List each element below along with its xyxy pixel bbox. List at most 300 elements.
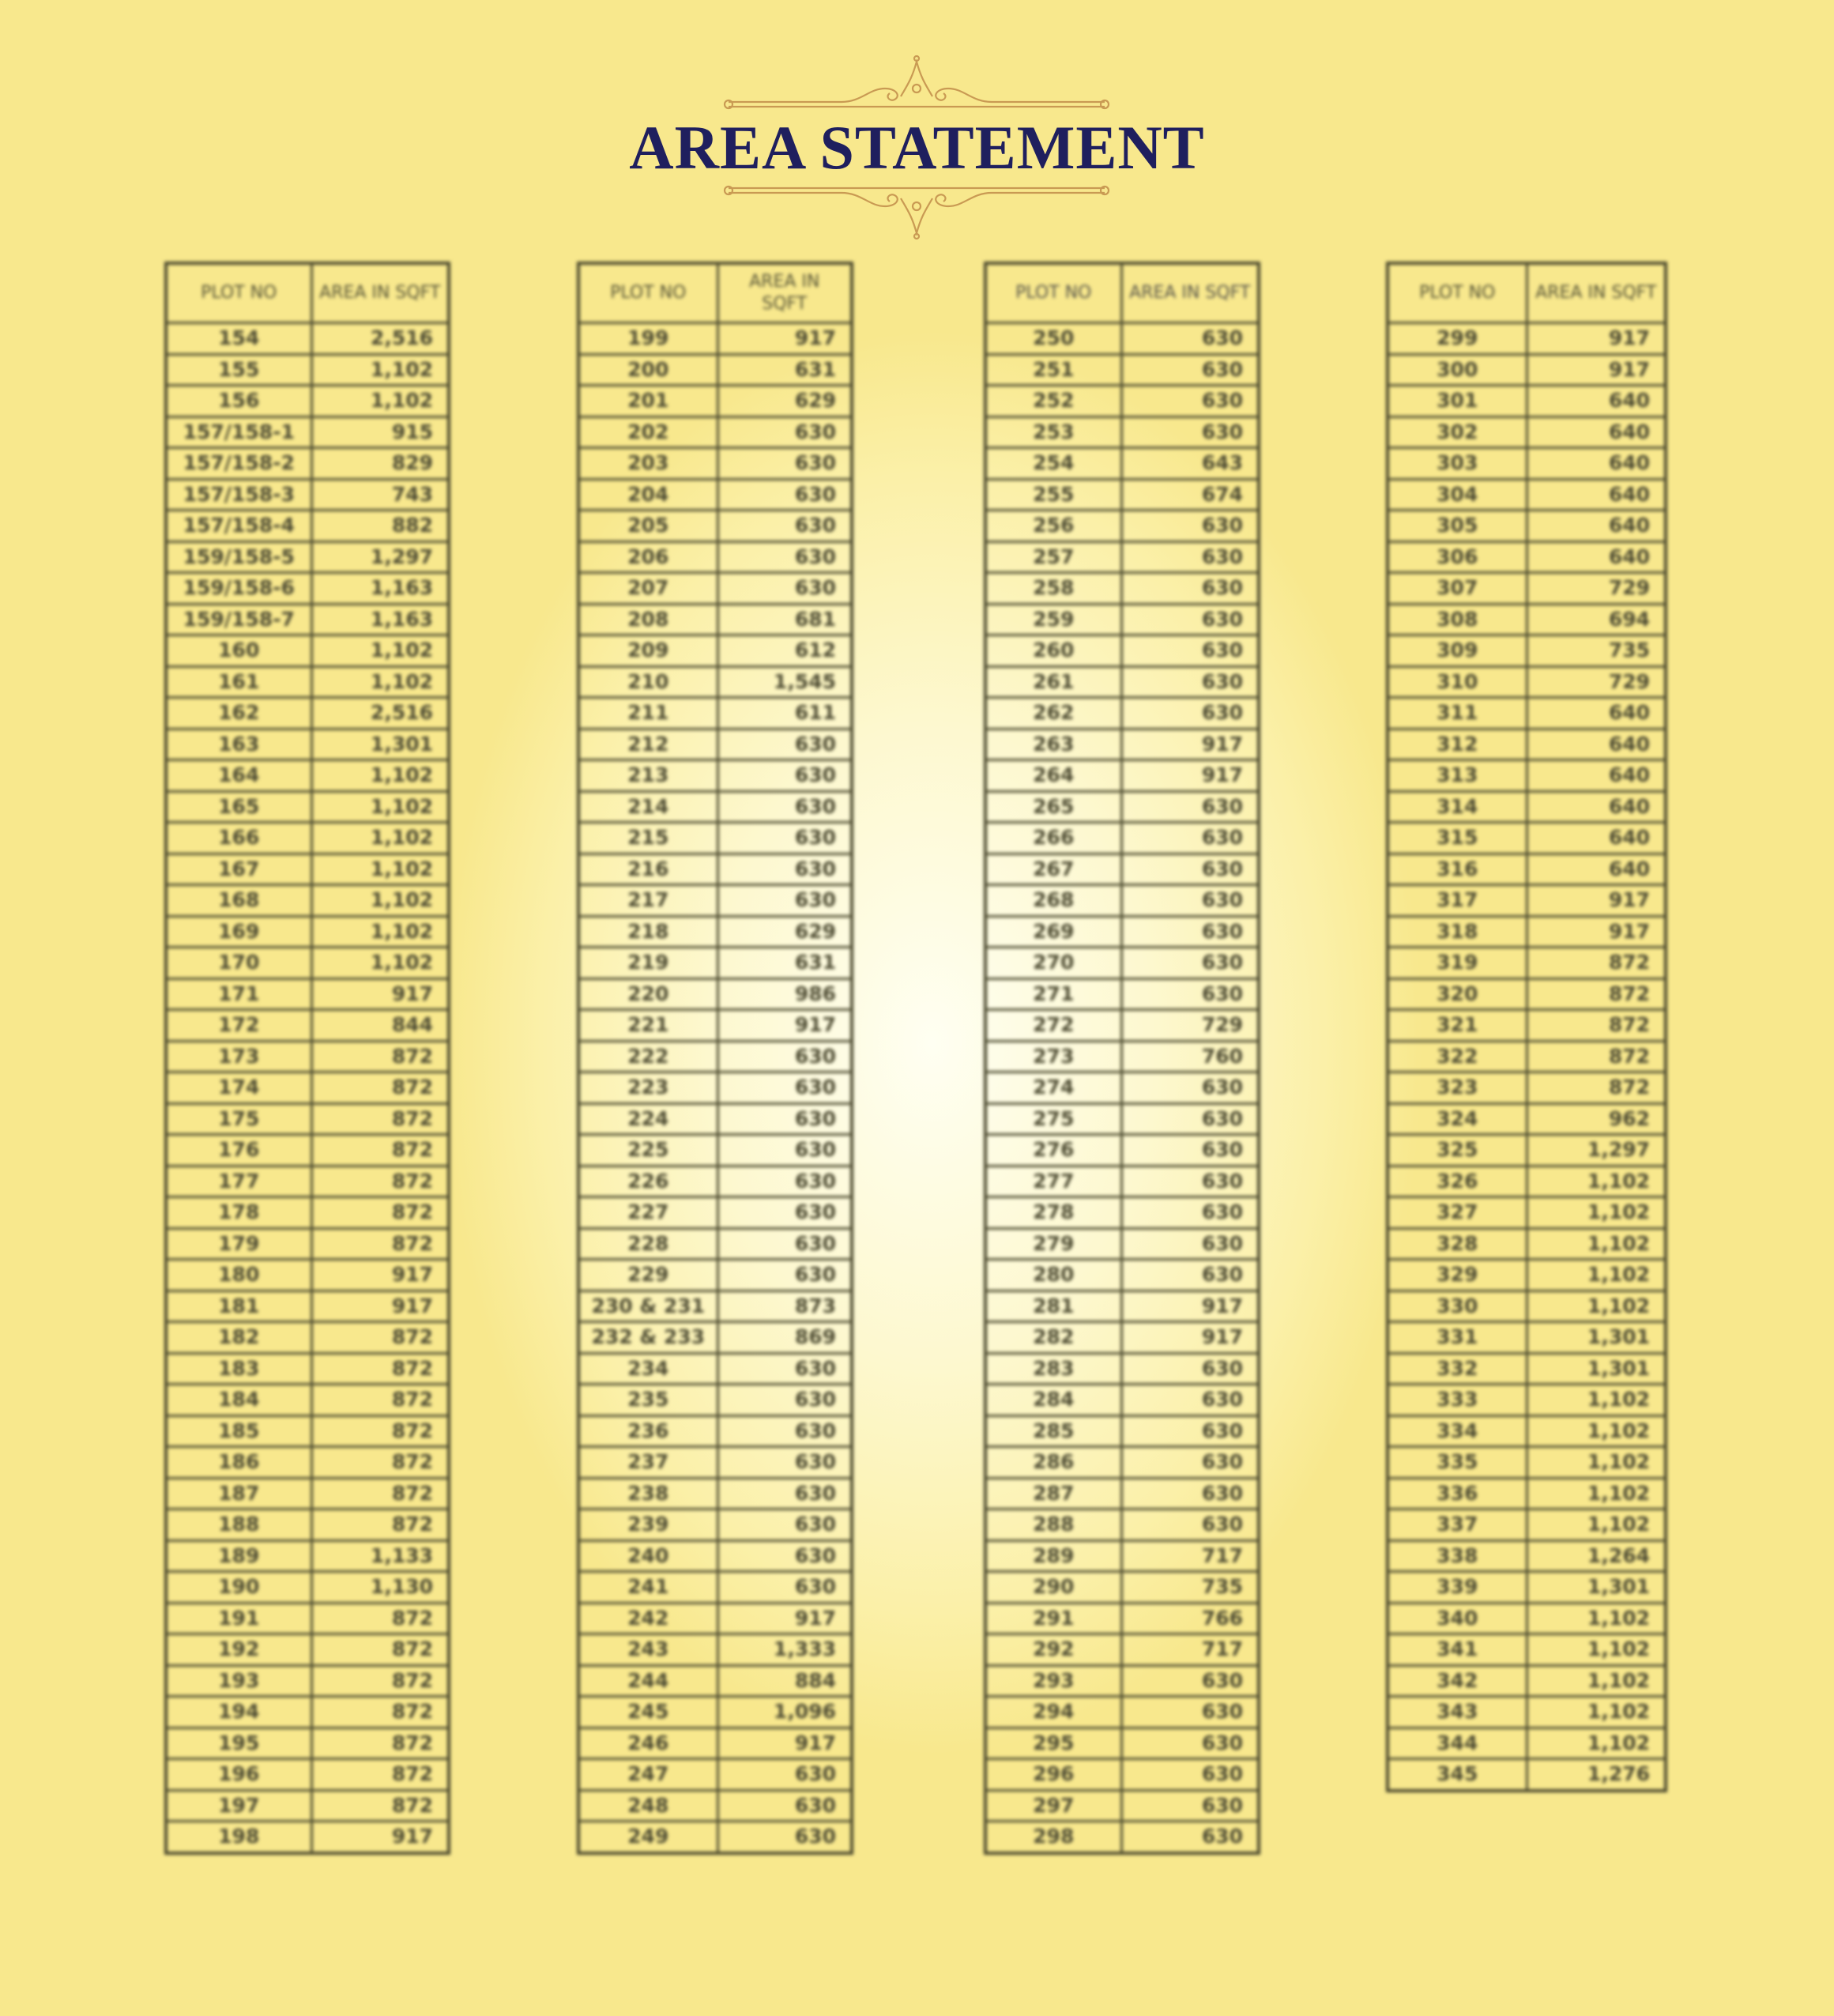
area-cell: 917 — [717, 323, 852, 355]
table-row — [166, 1072, 449, 1104]
table-row — [1388, 323, 1666, 355]
area-cell: 1,102 — [1527, 1728, 1666, 1759]
plot-no-cell: 240 — [578, 1540, 717, 1572]
plot-no-cell: 248 — [578, 1790, 717, 1822]
table-row — [578, 1728, 852, 1759]
area-cell: 872 — [311, 1135, 449, 1166]
area-table-2 — [577, 262, 853, 1855]
plot-no-cell: 263 — [985, 729, 1121, 760]
plot-no-cell: 260 — [985, 635, 1121, 667]
area-cell: 1,102 — [311, 791, 449, 823]
area-cell: 629 — [717, 386, 852, 417]
area-cell: 630 — [717, 885, 852, 917]
plot-no-cell: 330 — [1388, 1291, 1527, 1322]
area-cell: 630 — [717, 1509, 852, 1541]
table-row — [985, 1228, 1259, 1260]
plot-no-cell: 173 — [166, 1041, 311, 1072]
plot-no-cell: 302 — [1388, 416, 1527, 448]
table-row — [985, 479, 1259, 511]
plot-no-cell: 230 & 231 — [578, 1291, 717, 1322]
plot-no-cell: 271 — [985, 978, 1121, 1010]
area-cell: 630 — [1121, 1385, 1259, 1416]
area-cell: 1,096 — [717, 1697, 852, 1728]
plot-no-cell: 310 — [1388, 666, 1527, 698]
plot-no-cell: 290 — [985, 1572, 1121, 1603]
area-cell: 872 — [311, 1603, 449, 1634]
plot-no-cell: 334 — [1388, 1415, 1527, 1447]
area-cell: 917 — [311, 1291, 449, 1322]
plot-no-cell: 292 — [985, 1634, 1121, 1666]
area-cell: 872 — [311, 1447, 449, 1479]
table-row — [1388, 1135, 1666, 1166]
table-row — [985, 1291, 1259, 1322]
table-row — [985, 760, 1259, 792]
plot-no-cell: 165 — [166, 791, 311, 823]
area-cell: 630 — [717, 416, 852, 448]
table-row — [166, 573, 449, 605]
table-row — [166, 666, 449, 698]
plot-no-cell: 237 — [578, 1447, 717, 1479]
plot-no-cell: 342 — [1388, 1665, 1527, 1697]
plot-no-cell: 235 — [578, 1385, 717, 1416]
area-cell: 630 — [1121, 323, 1259, 355]
plot-no-cell: 199 — [578, 323, 717, 355]
area-cell: 872 — [311, 1385, 449, 1416]
table-row — [166, 1478, 449, 1509]
table-row — [578, 541, 852, 573]
table-row — [578, 479, 852, 511]
area-cell: 1,102 — [1527, 1603, 1666, 1634]
area-cell: 872 — [1527, 978, 1666, 1010]
area-cell: 630 — [717, 1385, 852, 1416]
table-row — [985, 1603, 1259, 1634]
table-row — [1388, 386, 1666, 417]
plot-no-cell: 321 — [1388, 1010, 1527, 1042]
area-cell: 872 — [311, 1697, 449, 1728]
plot-no-cell: 344 — [1388, 1728, 1527, 1759]
area-table-1 — [164, 262, 450, 1855]
area-cell: 630 — [717, 1540, 852, 1572]
table-row — [985, 354, 1259, 386]
table-row — [578, 1072, 852, 1104]
table-row — [578, 1634, 852, 1666]
area-cell: 1,163 — [311, 604, 449, 635]
table-row — [578, 698, 852, 729]
plot-no-cell: 204 — [578, 479, 717, 511]
table-row — [166, 1103, 449, 1135]
plot-no-cell: 312 — [1388, 729, 1527, 760]
plot-no-cell: 243 — [578, 1634, 717, 1666]
plot-no-cell: 278 — [985, 1197, 1121, 1229]
area-cell: 630 — [1121, 416, 1259, 448]
area-cell: 1,102 — [1527, 1197, 1666, 1229]
plot-no-cell: 255 — [985, 479, 1121, 511]
table-row — [578, 1665, 852, 1697]
table-row — [578, 448, 852, 480]
plot-no-cell: 268 — [985, 885, 1121, 917]
area-cell: 1,102 — [1527, 1291, 1666, 1322]
plot-no-cell: 225 — [578, 1135, 717, 1166]
plot-no-cell: 288 — [985, 1509, 1121, 1541]
plot-no-cell: 170 — [166, 948, 311, 979]
area-cell: 643 — [1121, 448, 1259, 480]
plot-no-cell: 276 — [985, 1135, 1121, 1166]
area-cell: 872 — [311, 1166, 449, 1197]
table-row — [1388, 1509, 1666, 1541]
plot-no-header: PLOT NO — [1388, 263, 1527, 323]
area-cell: 630 — [1121, 1072, 1259, 1104]
plot-no-cell: 180 — [166, 1260, 311, 1291]
area-cell: 872 — [1527, 1010, 1666, 1042]
table-row — [166, 885, 449, 917]
table-row — [1388, 823, 1666, 854]
area-cell: 630 — [717, 511, 852, 542]
area-cell: 630 — [1121, 1353, 1259, 1385]
plot-no-cell: 264 — [985, 760, 1121, 792]
table-row — [1388, 1260, 1666, 1291]
table-row — [1388, 978, 1666, 1010]
area-cell: 630 — [717, 760, 852, 792]
area-cell: 917 — [1121, 729, 1259, 760]
table-row — [578, 1697, 852, 1728]
area-cell: 630 — [1121, 698, 1259, 729]
plot-no-cell: 286 — [985, 1447, 1121, 1479]
table-row — [166, 1759, 449, 1791]
plot-no-cell: 167 — [166, 854, 311, 885]
table-row — [985, 448, 1259, 480]
table-row — [166, 978, 449, 1010]
table-row — [578, 760, 852, 792]
table-row — [1388, 1478, 1666, 1509]
area-cell: 630 — [1121, 1103, 1259, 1135]
table-row — [578, 1415, 852, 1447]
table-row — [166, 1540, 449, 1572]
area-cell: 640 — [1527, 448, 1666, 480]
table-row — [166, 1228, 449, 1260]
area-cell: 630 — [717, 479, 852, 511]
plot-no-cell: 241 — [578, 1572, 717, 1603]
area-cell: 630 — [1121, 1759, 1259, 1791]
area-cell: 1,102 — [311, 823, 449, 854]
plot-no-cell: 343 — [1388, 1697, 1527, 1728]
plot-no-cell: 223 — [578, 1072, 717, 1104]
plot-no-cell: 341 — [1388, 1634, 1527, 1666]
table-row — [166, 729, 449, 760]
area-cell: 640 — [1527, 511, 1666, 542]
area-cell: 1,301 — [1527, 1572, 1666, 1603]
area-cell: 1,276 — [1527, 1759, 1666, 1791]
plot-no-cell: 157/158-4 — [166, 511, 311, 542]
area-cell: 674 — [1121, 479, 1259, 511]
area-cell: 1,333 — [717, 1634, 852, 1666]
plot-no-cell: 257 — [985, 541, 1121, 573]
table-row — [985, 885, 1259, 917]
plot-no-cell: 247 — [578, 1759, 717, 1791]
area-cell: 717 — [1121, 1634, 1259, 1666]
table-row — [578, 354, 852, 386]
plot-no-cell: 337 — [1388, 1509, 1527, 1541]
area-cell: 630 — [1121, 541, 1259, 573]
plot-no-cell: 214 — [578, 791, 717, 823]
area-cell: 640 — [1527, 823, 1666, 854]
plot-no-cell: 212 — [578, 729, 717, 760]
table-row — [985, 666, 1259, 698]
plot-no-cell: 319 — [1388, 948, 1527, 979]
table-row — [985, 854, 1259, 885]
area-cell: 917 — [1527, 885, 1666, 917]
area-cell: 640 — [1527, 854, 1666, 885]
area-cell: 640 — [1527, 729, 1666, 760]
plot-no-cell: 328 — [1388, 1228, 1527, 1260]
plot-no-cell: 291 — [985, 1603, 1121, 1634]
area-cell: 1,102 — [311, 885, 449, 917]
area-cell: 629 — [717, 916, 852, 948]
table-row — [1388, 1697, 1666, 1728]
area-cell: 1,301 — [311, 729, 449, 760]
area-cell: 640 — [1527, 386, 1666, 417]
table-row — [166, 1291, 449, 1322]
area-cell: 915 — [311, 416, 449, 448]
plot-no-cell: 159/158-7 — [166, 604, 311, 635]
plot-no-cell: 197 — [166, 1790, 311, 1822]
page-header — [0, 47, 1834, 253]
area-table — [164, 262, 450, 1855]
table-row — [166, 948, 449, 979]
area-cell: 1,102 — [1527, 1228, 1666, 1260]
plot-no-cell: 259 — [985, 604, 1121, 635]
area-cell: 630 — [1121, 1197, 1259, 1229]
plot-no-cell: 313 — [1388, 760, 1527, 792]
area-cell: 872 — [311, 1728, 449, 1759]
plot-no-cell: 232 & 233 — [578, 1322, 717, 1354]
plot-no-cell: 269 — [985, 916, 1121, 948]
table-row — [166, 1665, 449, 1697]
plot-no-cell: 249 — [578, 1822, 717, 1853]
area-cell: 1,102 — [1527, 1415, 1666, 1447]
plot-no-cell: 183 — [166, 1353, 311, 1385]
plot-no-cell: 326 — [1388, 1166, 1527, 1197]
table-row — [985, 604, 1259, 635]
table-row — [166, 448, 449, 480]
plot-no-cell: 298 — [985, 1822, 1121, 1853]
plot-no-cell: 266 — [985, 823, 1121, 854]
table-row — [166, 604, 449, 635]
table-row — [166, 416, 449, 448]
plot-no-cell: 227 — [578, 1197, 717, 1229]
plot-no-cell: 289 — [985, 1540, 1121, 1572]
area-cell: 630 — [717, 1572, 852, 1603]
area-cell: 986 — [717, 978, 852, 1010]
plot-no-cell: 277 — [985, 1166, 1121, 1197]
area-cell: 917 — [717, 1728, 852, 1759]
area-cell: 630 — [1121, 948, 1259, 979]
plot-no-cell: 340 — [1388, 1603, 1527, 1634]
plot-no-cell: 203 — [578, 448, 717, 480]
area-cell: 844 — [311, 1010, 449, 1042]
area-cell: 630 — [1121, 1697, 1259, 1728]
area-cell: 829 — [311, 448, 449, 480]
table-row — [166, 1447, 449, 1479]
area-table — [577, 262, 853, 1855]
plot-no-cell: 287 — [985, 1478, 1121, 1509]
area-cell: 630 — [717, 573, 852, 605]
area-cell: 1,102 — [311, 666, 449, 698]
area-cell: 872 — [311, 1228, 449, 1260]
area-cell: 1,102 — [1527, 1509, 1666, 1541]
table-row — [985, 1041, 1259, 1072]
table-row — [1388, 1603, 1666, 1634]
plot-no-cell: 159/158-6 — [166, 573, 311, 605]
plot-no-cell: 333 — [1388, 1385, 1527, 1416]
plot-no-cell: 171 — [166, 978, 311, 1010]
area-cell: 630 — [717, 1759, 852, 1791]
area-cell: 917 — [717, 1603, 852, 1634]
table-row — [1388, 791, 1666, 823]
table-row — [985, 1665, 1259, 1697]
area-cell: 1,102 — [1527, 1478, 1666, 1509]
area-cell: 872 — [311, 1509, 449, 1541]
area-cell: 630 — [1121, 1228, 1259, 1260]
plot-no-cell: 327 — [1388, 1197, 1527, 1229]
table-row — [166, 386, 449, 417]
table-row — [166, 1790, 449, 1822]
plot-no-cell: 335 — [1388, 1447, 1527, 1479]
area-cell: 766 — [1121, 1603, 1259, 1634]
area-cell: 694 — [1527, 604, 1666, 635]
area-cell: 917 — [1121, 1322, 1259, 1354]
plot-no-cell: 267 — [985, 854, 1121, 885]
area-cell: 872 — [1527, 1041, 1666, 1072]
plot-no-cell: 193 — [166, 1665, 311, 1697]
area-cell: 630 — [1121, 978, 1259, 1010]
table-row — [985, 511, 1259, 542]
area-cell: 630 — [1121, 823, 1259, 854]
plot-no-cell: 213 — [578, 760, 717, 792]
area-cell: 1,102 — [1527, 1697, 1666, 1728]
area-cell: 729 — [1527, 666, 1666, 698]
table-row — [1388, 760, 1666, 792]
table-row — [166, 760, 449, 792]
plot-no-cell: 176 — [166, 1135, 311, 1166]
area-cell: 884 — [717, 1665, 852, 1697]
plot-no-cell: 273 — [985, 1041, 1121, 1072]
area-cell: 1,264 — [1527, 1540, 1666, 1572]
area-cell: 872 — [311, 1322, 449, 1354]
area-cell: 630 — [717, 1135, 852, 1166]
table-row — [578, 1447, 852, 1479]
plot-no-cell: 329 — [1388, 1260, 1527, 1291]
area-table-3 — [984, 262, 1260, 1855]
table-row — [166, 1572, 449, 1603]
table-row — [1388, 448, 1666, 480]
table-row — [578, 1822, 852, 1853]
table-row — [1388, 885, 1666, 917]
plot-no-cell: 166 — [166, 823, 311, 854]
table-row — [985, 1478, 1259, 1509]
table-row — [985, 1072, 1259, 1104]
table-row — [166, 1166, 449, 1197]
area-cell: 917 — [311, 978, 449, 1010]
plot-no-cell: 162 — [166, 698, 311, 729]
plot-no-cell: 182 — [166, 1322, 311, 1354]
plot-no-cell: 245 — [578, 1697, 717, 1728]
area-cell: 630 — [1121, 573, 1259, 605]
area-cell: 1,102 — [1527, 1665, 1666, 1697]
table-row — [985, 698, 1259, 729]
table-row — [166, 1697, 449, 1728]
area-cell: 630 — [1121, 511, 1259, 542]
table-row — [985, 1197, 1259, 1229]
table-row — [1388, 1385, 1666, 1416]
area-cell: 872 — [311, 1197, 449, 1229]
plot-no-cell: 275 — [985, 1103, 1121, 1135]
area-header: AREA IN SQFT — [1121, 263, 1259, 323]
plot-no-cell: 242 — [578, 1603, 717, 1634]
plot-no-cell: 295 — [985, 1728, 1121, 1759]
area-cell: 630 — [717, 1103, 852, 1135]
area-cell: 1,163 — [311, 573, 449, 605]
area-cell: 630 — [1121, 386, 1259, 417]
area-cell: 1,102 — [1527, 1634, 1666, 1666]
table-row — [1388, 1322, 1666, 1354]
plot-no-cell: 246 — [578, 1728, 717, 1759]
area-cell: 630 — [1121, 916, 1259, 948]
plot-no-cell: 194 — [166, 1697, 311, 1728]
area-cell: 630 — [1121, 635, 1259, 667]
plot-no-cell: 258 — [985, 573, 1121, 605]
table-row — [985, 573, 1259, 605]
table-row — [985, 1135, 1259, 1166]
table-row — [1388, 666, 1666, 698]
plot-no-cell: 284 — [985, 1385, 1121, 1416]
plot-no-cell: 338 — [1388, 1540, 1527, 1572]
plot-no-cell: 296 — [985, 1759, 1121, 1791]
area-cell: 1,102 — [311, 760, 449, 792]
plot-no-cell: 281 — [985, 1291, 1121, 1322]
plot-no-cell: 274 — [985, 1072, 1121, 1104]
table-row — [1388, 1010, 1666, 1042]
plot-no-cell: 285 — [985, 1415, 1121, 1447]
plot-no-cell: 207 — [578, 573, 717, 605]
table-row — [166, 1322, 449, 1354]
area-cell: 630 — [1121, 1135, 1259, 1166]
plot-no-cell: 209 — [578, 635, 717, 667]
plot-no-cell: 216 — [578, 854, 717, 885]
area-cell: 630 — [1121, 1728, 1259, 1759]
plot-no-cell: 325 — [1388, 1135, 1527, 1166]
area-cell: 882 — [311, 511, 449, 542]
plot-no-cell: 172 — [166, 1010, 311, 1042]
area-cell: 630 — [1121, 1478, 1259, 1509]
plot-no-cell: 322 — [1388, 1041, 1527, 1072]
table-row — [578, 1291, 852, 1322]
area-cell: 1,130 — [311, 1572, 449, 1603]
plot-no-cell: 336 — [1388, 1478, 1527, 1509]
plot-no-cell: 157/158-3 — [166, 479, 311, 511]
table-row — [166, 1353, 449, 1385]
table-row — [1388, 541, 1666, 573]
plot-no-cell: 206 — [578, 541, 717, 573]
plot-no-cell: 178 — [166, 1197, 311, 1229]
table-row — [1388, 1041, 1666, 1072]
plot-no-cell: 307 — [1388, 573, 1527, 605]
area-cell: 1,102 — [311, 916, 449, 948]
area-table — [984, 262, 1260, 1855]
plot-no-cell: 314 — [1388, 791, 1527, 823]
plot-no-cell: 236 — [578, 1415, 717, 1447]
table-row — [166, 1728, 449, 1759]
area-cell: 872 — [311, 1634, 449, 1666]
